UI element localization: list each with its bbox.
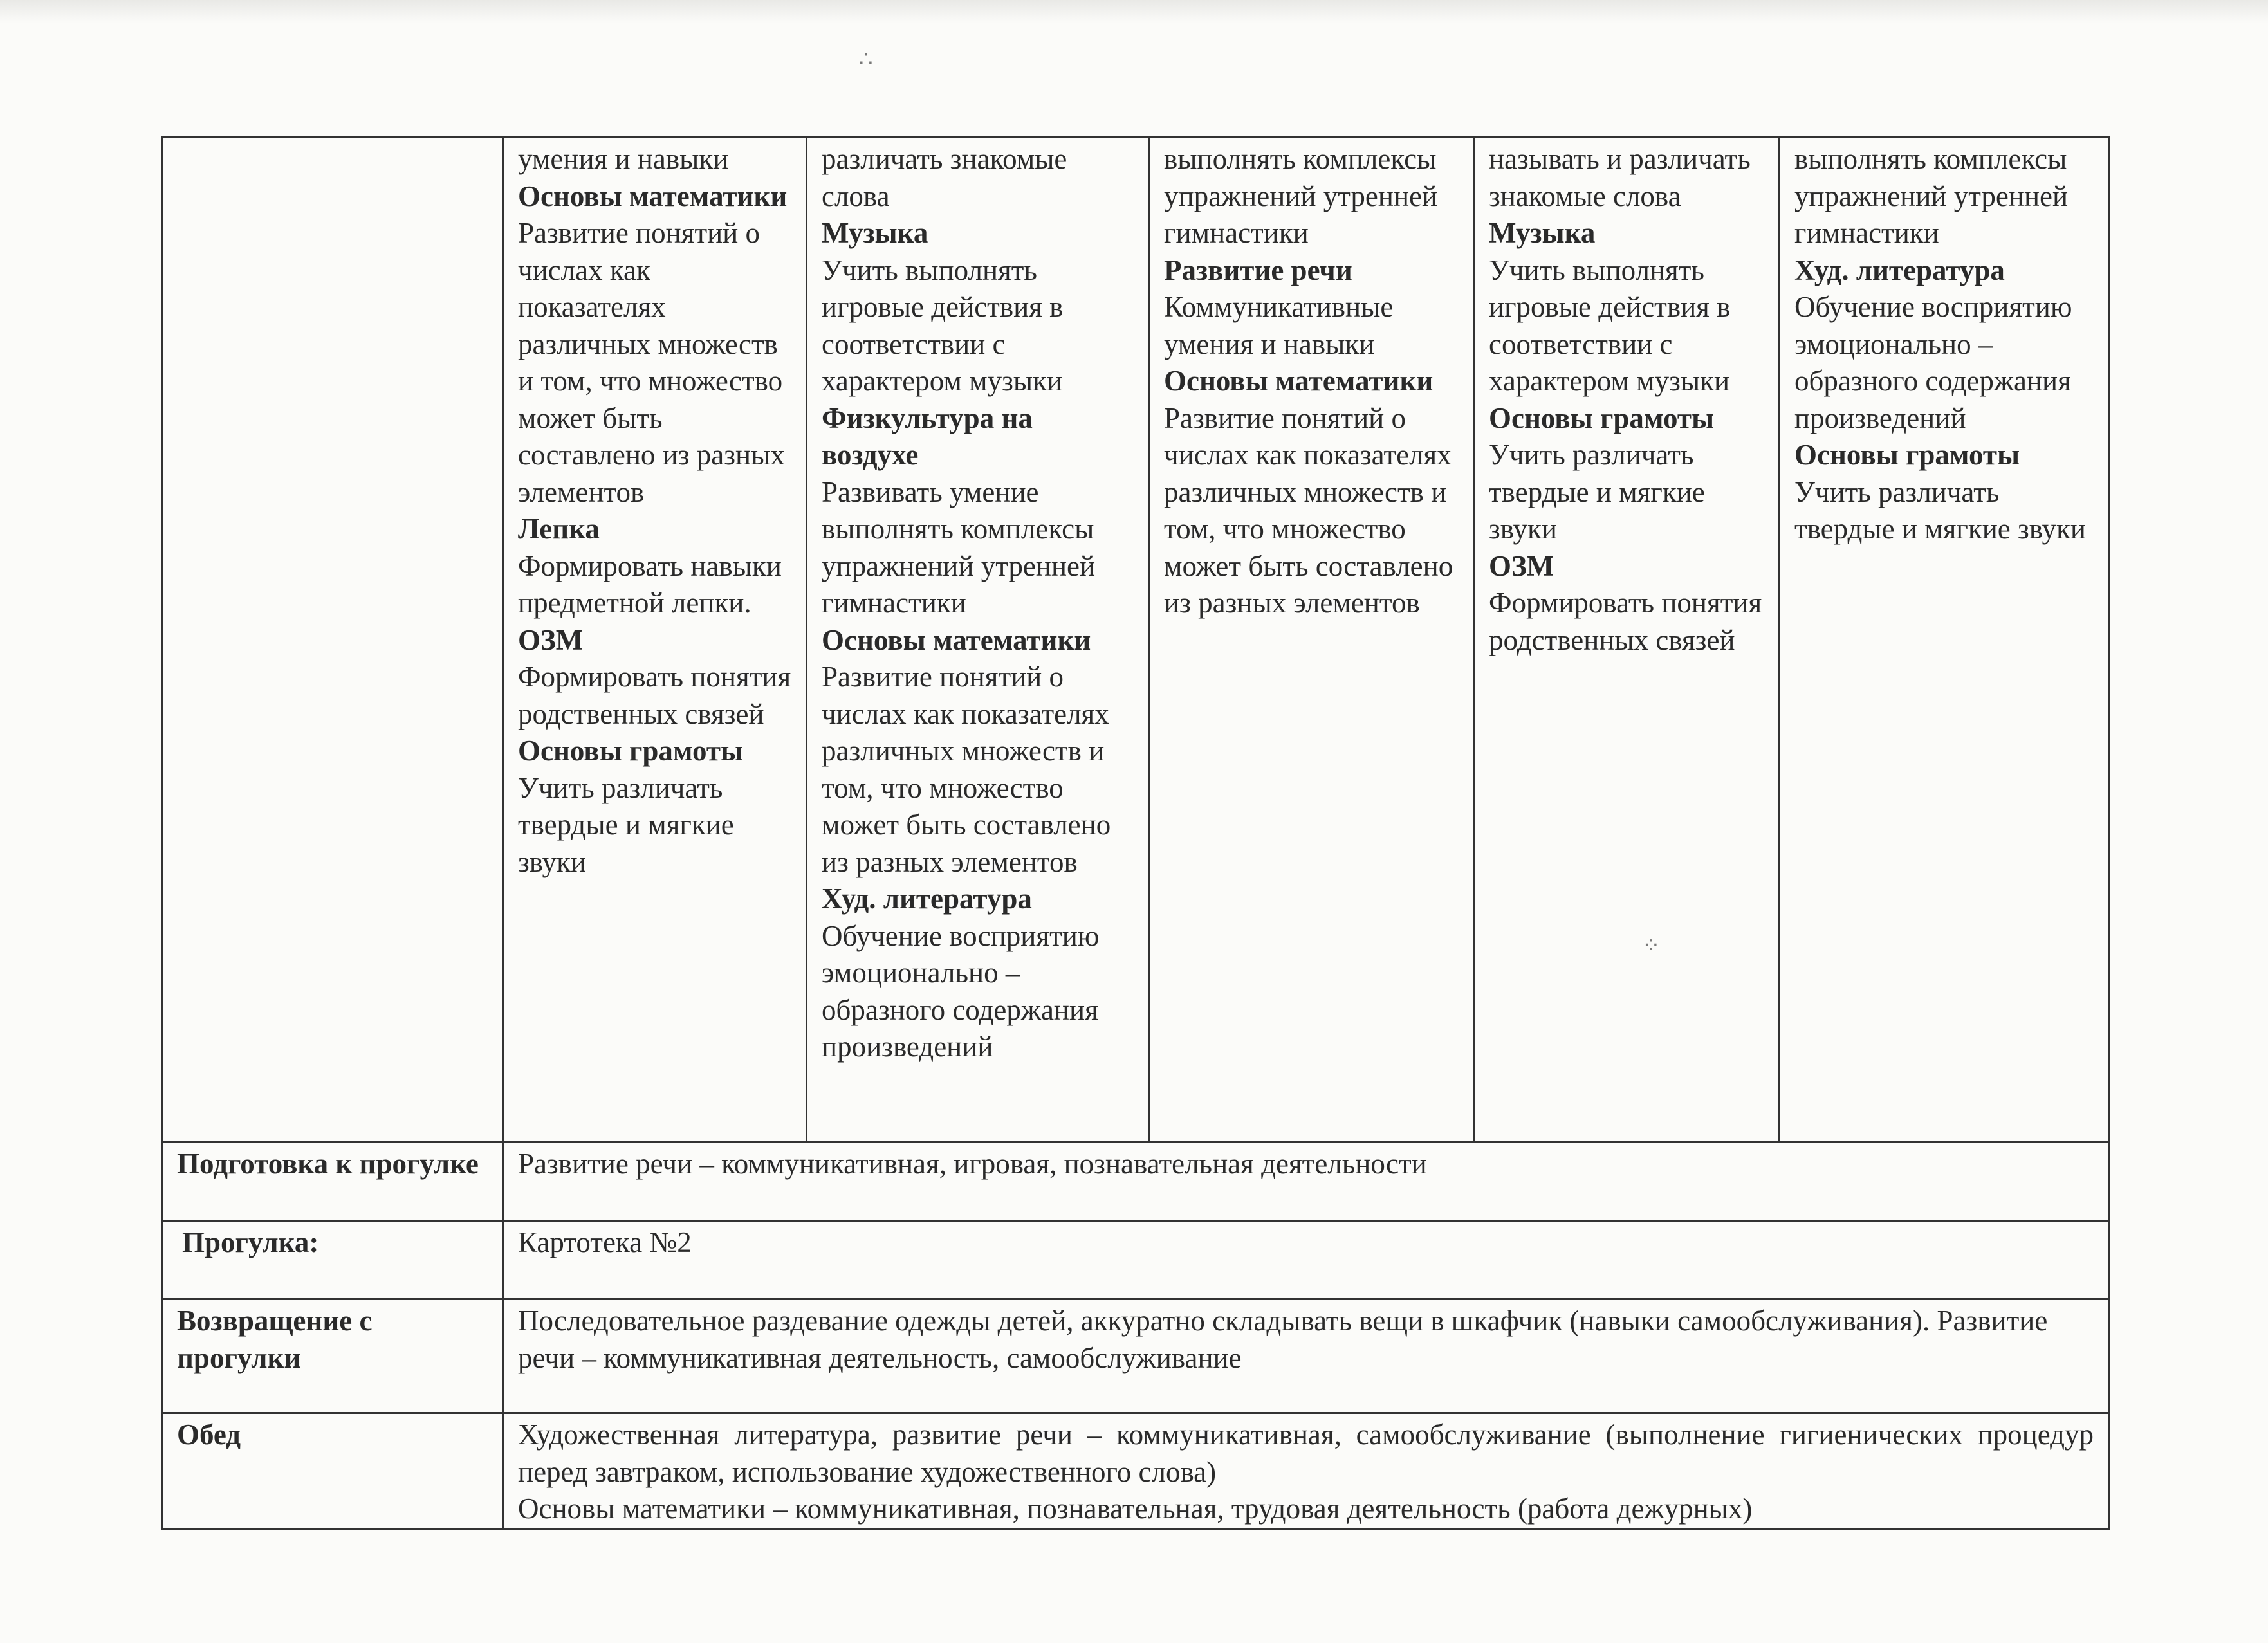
subject-description: выполнять комплексы упражнений утренней гимнастики [1794,143,2069,249]
lunch-row [162,1413,2109,1529]
subject-description: Коммуникативные умения и навыки [1164,291,1394,360]
subject-description: различать знакомые слова [822,143,1067,212]
subject-heading: Развитие речи [1164,253,1352,286]
activity-column-cell [1780,138,2109,1143]
subject-description: Учить различать твердые и мягкие звуки [1489,439,1705,545]
activity-column-cell [807,138,1149,1143]
return-text: Последовательное раздевание одежды детей, аккуратно складывать вещи в шкафчик (навыки самообслуживания). Развитие речи – коммуникативная деятельность, самообслуживание [503,1299,2109,1413]
subject-heading: Худ. литература [822,883,1032,915]
lunch-text-cell [503,1413,2109,1529]
subject-description: Формировать навыки предметной лепки. [518,549,782,619]
lunch-text-line-2: Основы математики – коммуникативная, познавательная, трудовая деятельность (работа дежурных) [518,1492,1753,1525]
subject-description: Развитие понятий о числах как показателях различных множеств и том, что множество может быть составлено из разных элементов [518,217,785,508]
subject-description: Учить выполнять игровые действия в соответствии с характером музыки [1489,253,1731,397]
subject-heading: Физкультура на воздухе [822,401,1033,471]
subject-description: Развивать умение выполнять комплексы упражнений утренней гимнастики [822,475,1096,619]
lunch-label: Обед [162,1413,503,1529]
subject-heading: Музыка [1489,217,1596,249]
subject-heading: Основы грамоты [518,735,744,767]
walk-prep-row [162,1143,2109,1221]
subject-heading: ОЗМ [518,623,584,656]
subject-description: Развитие понятий о числах как показателях различных множеств и том, что множество может быть составлено из разных элементов [822,661,1111,878]
subject-description: называть и различать знакомые слова [1489,143,1751,212]
subject-description: умения и навыки [518,143,729,175]
subject-heading: Основы грамоты [1794,439,2020,471]
subject-heading: Музыка [822,217,928,249]
activity-column-cell [1149,138,1474,1143]
subject-description: Формировать понятия родственных связей [518,661,791,730]
subject-heading: Основы грамоты [1489,401,1715,434]
subject-heading: ОЗМ [1489,549,1554,582]
subject-heading: Основы математики [822,623,1091,656]
scan-speck: ∴ [859,48,873,71]
walk-prep-label: Подготовка к прогулке [162,1143,503,1221]
return-row [162,1299,2109,1413]
subject-description: Обучение восприятию эмоционально – образного содержания произведений [822,919,1100,1063]
scan-speck: ⁘ [1642,934,1661,958]
walk-row [162,1221,2109,1299]
subject-heading: Основы математики [518,179,788,212]
walk-text: Картотека №2 [503,1221,2109,1299]
activity-column-cell [1474,138,1780,1143]
return-label: Возвращение с прогулки [162,1299,503,1413]
subject-description: Обучение восприятию эмоционально – образного содержания произведений [1794,291,2072,434]
subject-heading: Худ. литература [1794,253,2005,286]
subject-heading: Основы математики [1164,365,1434,397]
lunch-text-line-1: Художественная литература, развитие речи – коммуникативная, самообслуживание (выполнение гигиенических процедур перед завтраком, использование художественного слова) [518,1418,2094,1488]
subject-description: Развитие понятий о числах как показателях различных множеств и том, что множество может быть составлено из разных элементов [1164,401,1453,619]
activity-column-cell [503,138,807,1143]
daily-plan-table [161,136,2110,1530]
subject-description: выполнять комплексы упражнений утренней гимнастики [1164,143,1438,249]
row-label-cell-empty [162,138,503,1143]
subject-description: Учить различать твердые и мягкие звуки [518,771,734,878]
scan-edge-shadow [0,0,2268,23]
subject-description: Учить различать твердые и мягкие звуки [1794,475,2086,545]
subject-description: Формировать понятия родственных связей [1489,587,1762,656]
walk-label: Прогулка: [162,1221,503,1299]
subject-description: Учить выполнять игровые действия в соответствии с характером музыки [822,253,1064,397]
activities-row [162,138,2109,1143]
walk-prep-text: Развитие речи – коммуникативная, игровая, познавательная деятельности [503,1143,2109,1221]
subject-heading: Лепка [518,513,600,545]
